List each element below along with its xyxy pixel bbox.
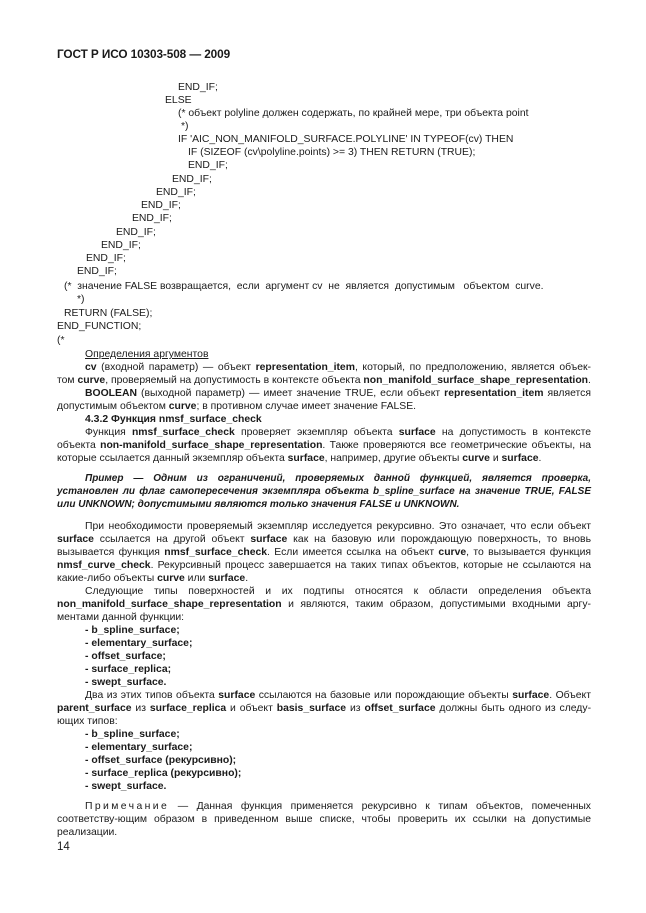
code-line: *) [181, 121, 189, 132]
note-paragraph: Примечание — Данная функция применяется рекурсивно к типам объектов, помеченных соответству-ющим образом в приведенном выше списке, чтобы проверить их ссылки на допустимые реализации. [57, 801, 591, 838]
code-line: END_FUNCTION; [57, 321, 142, 332]
list-item: - surface_replica; [85, 664, 172, 675]
list-item: - offset_surface; [85, 651, 166, 662]
code-line: END_IF; [172, 174, 212, 185]
list-item: - offset_surface (рекурсивно); [85, 755, 237, 766]
code-line: END_IF; [77, 266, 117, 277]
list-item: - swept_surface. [85, 781, 167, 792]
code-line: END_IF; [101, 240, 141, 251]
list-item: - b_spline_surface; [85, 729, 180, 740]
list-item: - b_spline_surface; [85, 625, 180, 636]
note-label: Примечание [85, 801, 170, 812]
recursion-paragraph: При необходимости проверяемый экземпляр исследуется рекурсивно. Это означает, что если объект surface ссылается на другой объект surface как на базовую или порождающую поверхность, то вновь вызывается функция nmsf_surface_check. Если имеется ссылка на объект curve, то вызывается функция nmsf_curve_check. Рекурсивный процесс завершается на таких типах объектов, которые не ссылаются на какие-либо объекты curve или surface. [57, 521, 592, 584]
code-line: ELSE [165, 95, 192, 106]
code-line: END_IF; [141, 200, 181, 211]
section-title: 4.3.2 Функция nmsf_surface_check [85, 414, 262, 425]
code-line: (* [57, 335, 65, 346]
list-item: - surface_replica (рекурсивно); [85, 768, 242, 779]
arg-cv-paragraph: cv (входной параметр) — объект representation_item, который, по предположению, является объек-том curve, проверяемый на допустимость в контексте объекта non_manifold_surface_shape_representation. [57, 362, 591, 386]
example-paragraph: Пример — Одним из ограничений, проверяемых данной функцией, является проверка, установлен ли флаг самопересечения экземпляра объекта b_spline_surface на значение TRUE, FALSE или UNKNOWN; допустимыми являются только значения FALSE и UNKNOWN. [57, 473, 591, 510]
code-line: (* значение FALSE возвращается, если аргумент cv не является допустимым объектом curve. [64, 281, 544, 292]
refs-paragraph: Два из этих типов объекта surface ссылаются на базовые или порождающие объекты surface. Объект parent_surface из surface_replica и объект basis_surface из offset_surface должны быть одного из следу-ющих типов: [57, 690, 592, 727]
code-line: END_IF; [132, 213, 172, 224]
code-line: END_IF; [86, 253, 126, 264]
list-item: - elementary_surface; [85, 742, 193, 753]
code-line: IF 'AIC_NON_MANIFOLD_SURFACE.POLYLINE' IN TYPEOF(cv) THEN [178, 134, 514, 145]
types-paragraph: Следующие типы поверхностей и их подтипы относятся к области определения объекта non_manifold_surface_shape_representation и являются, таким образом, допустимыми входными аргу-ментами данной функции: [57, 586, 591, 623]
code-line: IF (SIZEOF (cv\polyline.points) >= 3) THEN RETURN (TRUE); [188, 147, 476, 158]
document-body [57, 348, 591, 839]
code-line: END_IF; [178, 82, 218, 93]
page-header: ГОСТ Р ИСО 10303-508 — 2009 [57, 47, 231, 61]
code-line: END_IF; [156, 187, 196, 198]
arg-boolean-paragraph: BOOLEAN (выходной параметр) — имеет значение TRUE, если объект representation_item является допустимым объектом curve; в противном случае имеет значение FALSE. [57, 388, 592, 412]
section-paragraph: Функция nmsf_surface_check проверяет экземпляр объекта surface на допустимость в контексте объекта non-manifold_surface_shape_representation. Также проверяются все геометрические объекты, на которые ссылается данный экземпляр объекта surface, например, другие объекты curve и surface. [57, 427, 591, 464]
list-item: - elementary_surface; [85, 638, 193, 649]
code-line: *) [77, 294, 85, 305]
list-item: - swept_surface. [85, 677, 167, 688]
args-heading: Определения аргументов [85, 349, 209, 360]
code-line: END_IF; [188, 160, 228, 171]
code-line: END_IF; [116, 227, 156, 238]
code-line: (* объект polyline должен содержать, по крайней мере, три объекта point [178, 108, 529, 119]
page-number: 14 [57, 841, 70, 853]
code-line: RETURN (FALSE); [64, 308, 153, 319]
